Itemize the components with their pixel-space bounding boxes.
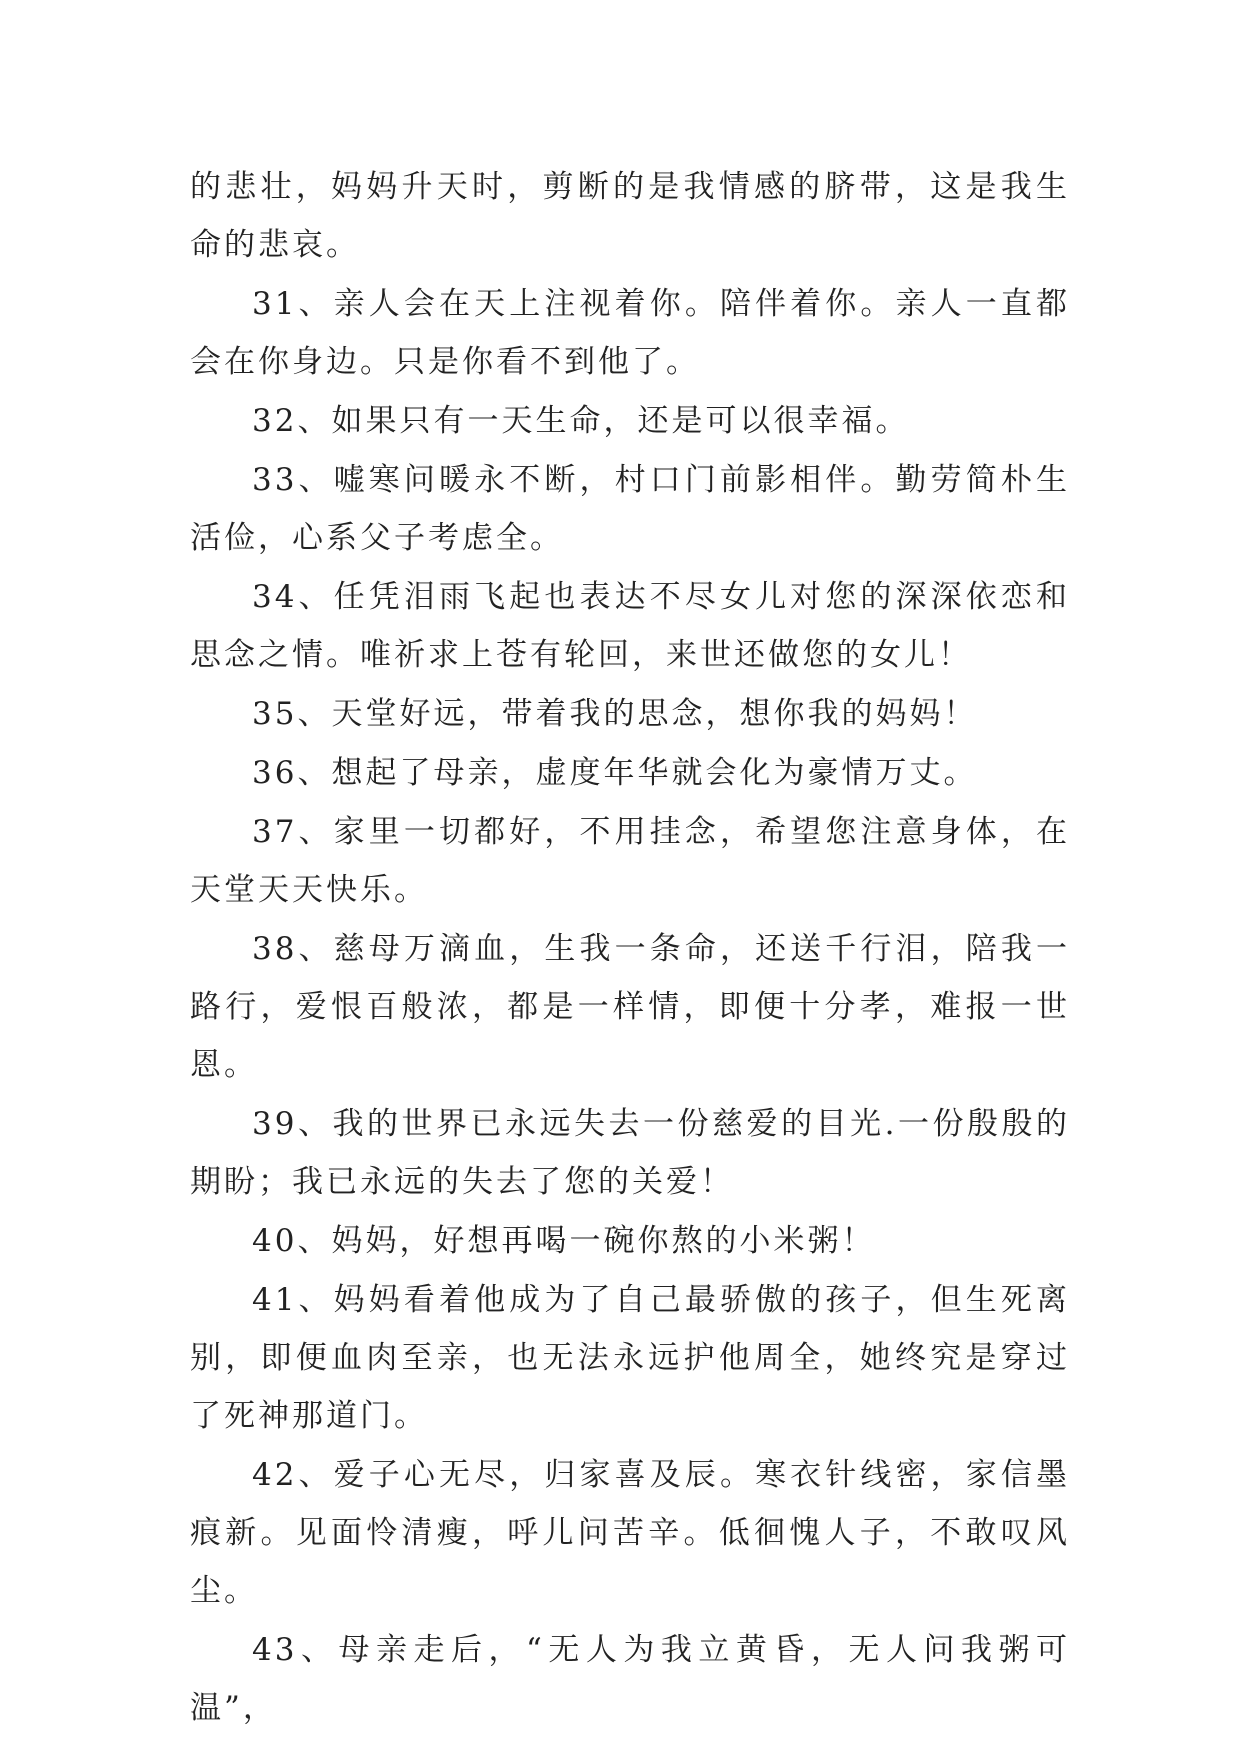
paragraph-item-33: 33、嘘寒问暖永不断，村口门前影相伴。勤劳简朴生活俭，心系父子考虑全。 (190, 462, 1070, 556)
paragraph-item-39: 39、我的世界已永远失去一份慈爱的目光.一份殷殷的期盼；我已永远的失去了您的关爱！ (190, 1106, 1070, 1200)
paragraph-item-38: 38、慈母万滴血，生我一条命，还送千行泪，陪我一路行，爱恨百般浓，都是一样情，即便十分孝，难报一世恩。 (190, 931, 1070, 1083)
document-body (190, 158, 1070, 1738)
paragraph-item-42: 42、爱子心无尽，归家喜及辰。寒衣针线密，家信墨痕新。见面怜清瘦，呼儿问苦辛。低徊愧人子，不敢叹风尘。 (190, 1457, 1070, 1609)
paragraph-item-36: 36、想起了母亲，虚度年华就会化为豪情万丈。 (252, 755, 978, 791)
paragraph-item-43: 43、母亲走后，“无人为我立黄昏，无人问我粥可温”， (190, 1632, 1070, 1726)
paragraph-item-32: 32、如果只有一天生命，还是可以很幸福。 (252, 403, 910, 439)
paragraph-item-31: 31、亲人会在天上注视着你。陪伴着你。亲人一直都会在你身边。只是你看不到他了。 (190, 286, 1070, 380)
paragraph-item-34: 34、任凭泪雨飞起也表达不尽女儿对您的深深依恋和思念之情。唯祈求上苍有轮回，来世还做您的女儿！ (190, 579, 1070, 673)
paragraph: 的悲壮，妈妈升天时，剪断的是我情感的脐带，这是我生命的悲哀。 (190, 169, 1070, 263)
paragraph-item-40: 40、妈妈，好想再喝一碗你熬的小米粥！ (252, 1223, 876, 1259)
paragraph-item-41: 41、妈妈看着他成为了自己最骄傲的孩子，但生死离别，即便血肉至亲，也无法永远护他周全，她终究是穿过了死神那道门。 (190, 1282, 1070, 1434)
paragraph-item-37: 37、家里一切都好，不用挂念，希望您注意身体，在天堂天天快乐。 (190, 814, 1070, 908)
paragraph-item-35: 35、天堂好远，带着我的思念，想你我的妈妈！ (252, 696, 978, 732)
